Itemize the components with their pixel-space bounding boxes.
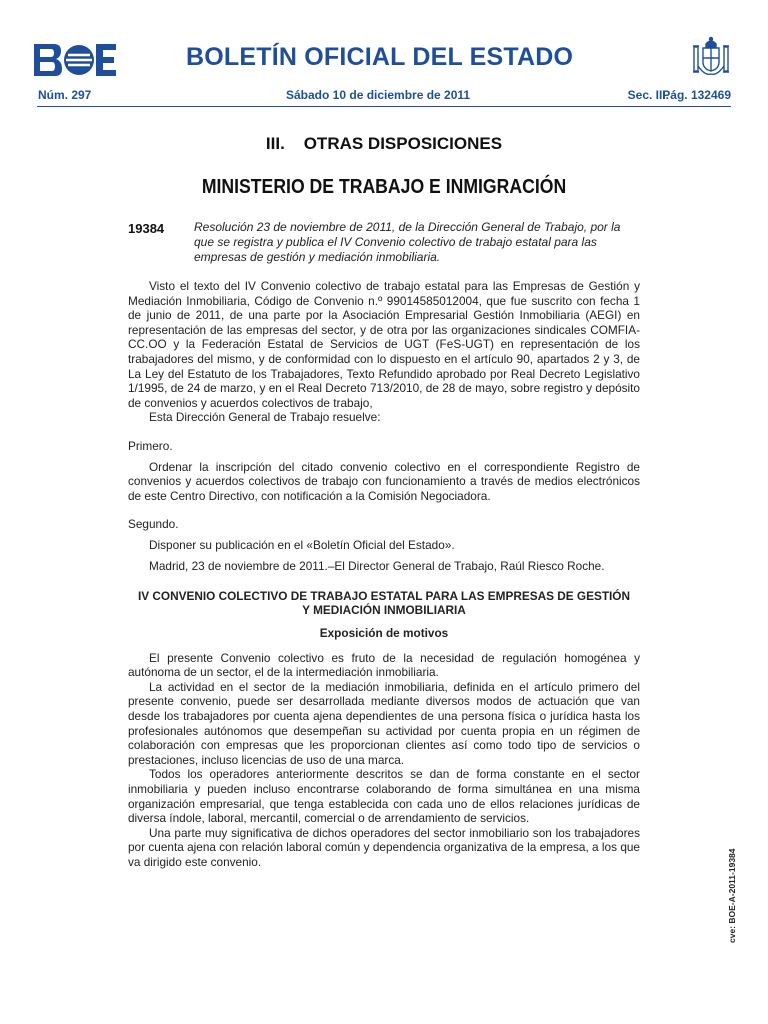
signature-paragraph: Madrid, 23 de noviembre de 2011.–El Director General de Trabajo, Raúl Riesco Roche. xyxy=(149,558,605,573)
exposicion-heading: Exposición de motivos xyxy=(319,626,449,641)
masthead-title: BOLETÍN OFICIAL DEL ESTADO xyxy=(186,43,574,71)
entry-number: 19384 xyxy=(128,221,165,236)
paragraph: Visto el texto del IV Convenio colectivo de trabajo estatal para las Empresas de Gestión y Mediación Inmobiliaria, Código de Convenio n.º 99014585012004, que fue suscrito con fecha 1 de junio de 2011, de una parte por la Asociación Empresarial Gestión Inmobiliaria (AEGI) en representación de las empresas del sector, y de otra por las organizaciones sindicales COMFIA-CC.OO y la Federación Estatal de Servicios de UGT (FeS-UGT) en representación de los trabajadores del mismo, y de conformidad con lo dispuesto en el artículo 90, apartados 2 y 3, de La Ley del Estatuto de los Trabajadores, Texto Refundido aprobado por Real Decreto Legislativo 1/1995, de 24 de marzo, y en el Real Decreto 713/2010, de 28 de mayo, sobre registro y depósito de convenios y acuerdos colectivos de trabajo, xyxy=(128,279,640,410)
paragraph: Ordenar la inscripción del citado convenio colectivo en el correspondiente Registro de convenios y acuerdos colectivos de trabajo con funcionamiento a través de medios electrónicos de este Centro Directivo, con notificación a la Comisión Negociadora. xyxy=(128,459,640,503)
issue-number: Núm. 297 xyxy=(38,88,92,102)
section-title: III. OTRAS DISPOSICIONES xyxy=(265,134,503,153)
section-label: Sec. III. xyxy=(627,88,669,102)
paragraph: Una parte muy significativa de dichos operadores del sector inmobiliario son los trabajadores por cuenta ajena con relación laboral común y dependencia organizativa de la empresa, a los que va dirigido este convenio. xyxy=(128,825,640,869)
issue-date: Sábado 10 de diciembre de 2011 xyxy=(286,88,471,102)
ministry-title: MINISTERIO DE TRABAJO E INMIGRACIÓN xyxy=(201,175,567,198)
cve-code: cve: BOE-A-2011-19384 xyxy=(727,848,737,943)
paragraph: Esta Dirección General de Trabajo resuelve: xyxy=(149,410,381,425)
header-divider xyxy=(37,106,731,107)
paragraph: La actividad en el sector de la mediación inmobiliaria, definida en el artículo primero del presente convenio, puede ser desarrollada mediante diversos modos de actuación que van desde los trabajadores por cuenta ajena dependientes de una persona física o jurídica hasta los profesionales autónomos que desempeñan su actividad por cuenta propia en un régimen de colaboración con empresas que les proporcionan clientes así como todo tipo de servicios o prestaciones, incluso licencias de uso de una marca. xyxy=(128,679,640,767)
page-header xyxy=(0,0,768,110)
convenio-title: IV CONVENIO COLECTIVO DE TRABAJO ESTATAL PARA LAS EMPRESAS DE GESTIÓN Y MEDIACIÓN INMOBILIARIA xyxy=(137,589,631,618)
paragraph: El presente Convenio colectivo es fruto de la necesidad de regulación homogénea y autónoma de un sector, el de la intermediación inmobiliaria. xyxy=(128,650,640,680)
document-body xyxy=(128,279,640,870)
boe-logo xyxy=(34,40,116,80)
subheading-primero: Primero. xyxy=(128,438,173,453)
spanish-coat-of-arms-icon xyxy=(692,36,730,80)
issue-info-row xyxy=(38,88,731,106)
paragraph: Disponer su publicación en el «Boletín Oficial del Estado». xyxy=(149,537,455,552)
page-number: Pág. 132469 xyxy=(662,88,731,102)
subheading-segundo: Segundo. xyxy=(128,517,179,532)
entry-title: Resolución 23 de noviembre de 2011, de la Dirección General de Trabajo, por la que se registra y publica el IV Convenio colectivo de trabajo estatal para las empresas de gestión y mediación inmobiliaria. xyxy=(194,220,621,264)
paragraph: Todos los operadores anteriormente descritos se dan de forma constante en el sector inmobiliaria y pueden incluso encontrarse colaborando de forma simultánea en una misma organización empresarial, que tenga establecida con cada uno de ellos relaciones jurídicas de diversa índole, laboral, mercantil, comercial o de arrendamiento de servicios. xyxy=(128,767,640,826)
